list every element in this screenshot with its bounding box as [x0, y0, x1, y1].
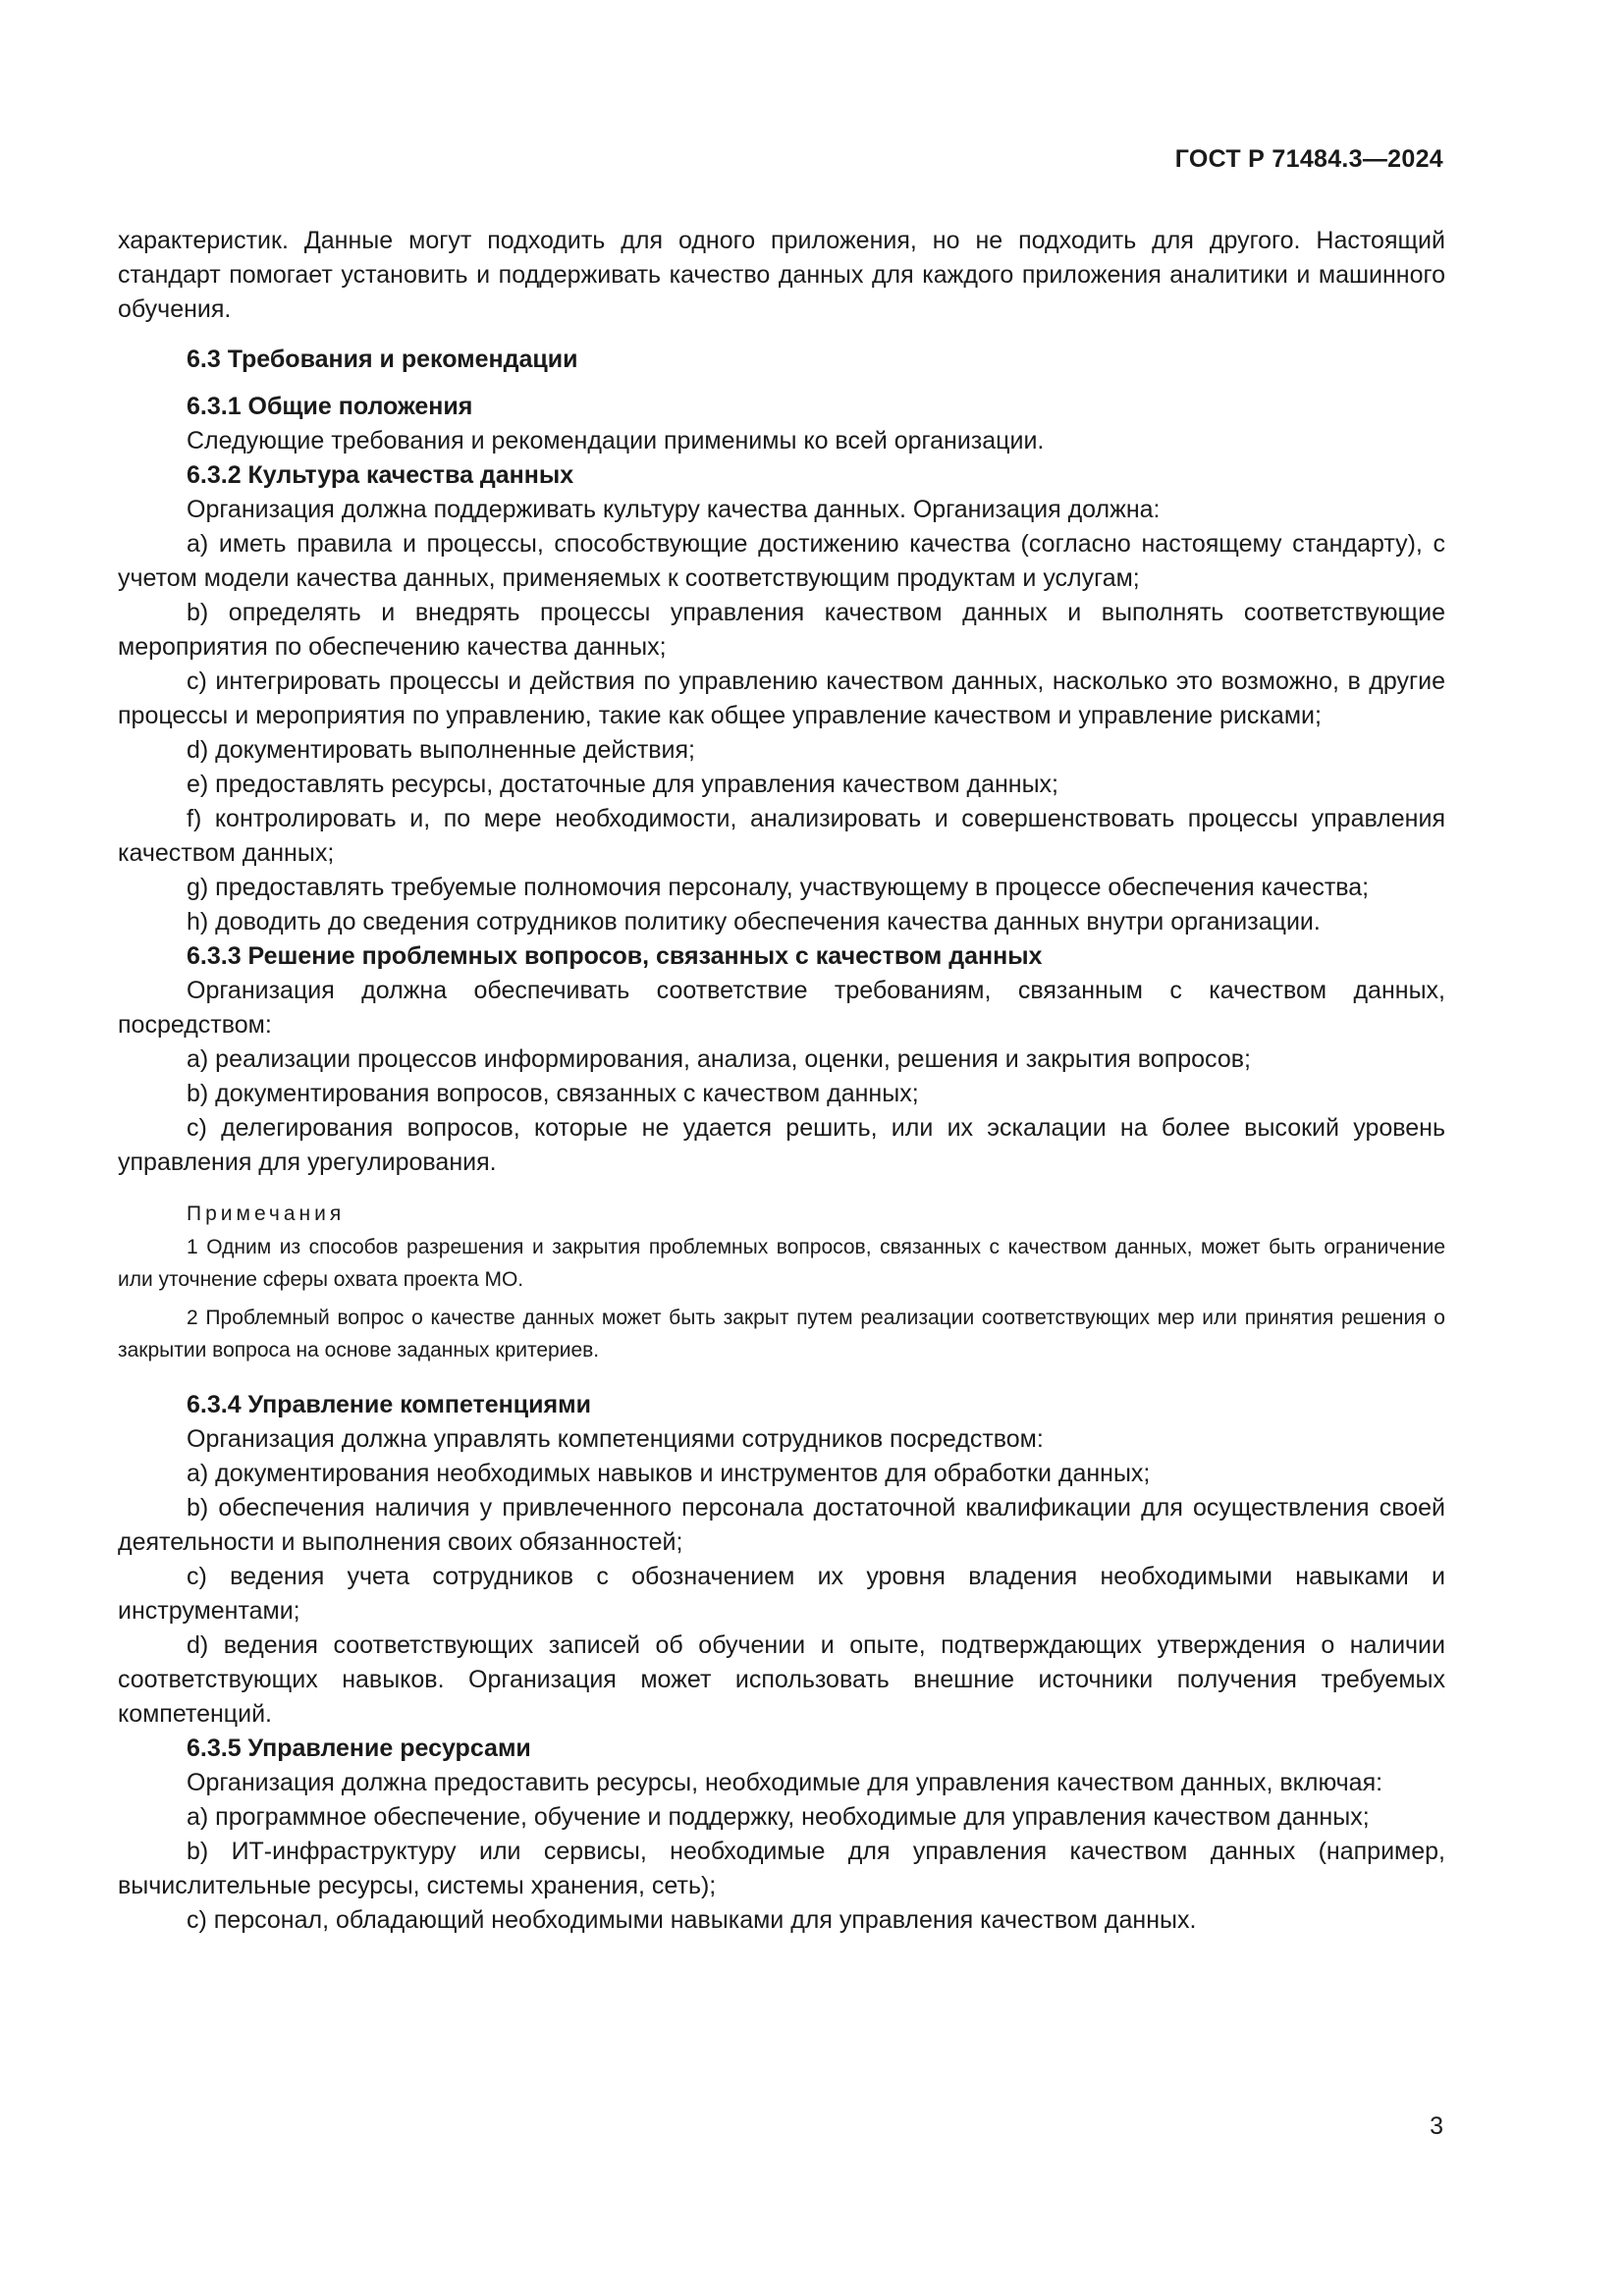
note-item: 2 Проблемный вопрос о качестве данных может быть закрыт путем реализации соответствующих мер или принятия решения о закрытии вопроса на основе заданных критериев.: [118, 1307, 1445, 1362]
section-6-3-4-lead: Организация должна управлять компетенциями сотрудников посредством:: [187, 1425, 1044, 1453]
notes-block: [118, 1198, 1445, 1366]
document-id-header: ГОСТ Р 71484.3—2024: [1174, 145, 1443, 173]
note-item: 1 Одним из способов разрешения и закрытия проблемных вопросов, связанных с качеством данных, может быть ограничение или уточнение сферы охвата проекта МО.: [118, 1236, 1445, 1291]
list-item: b) ИТ-инфраструктуру или сервисы, необходимые для управления качеством данных (например, вычислительные ресурсы, системы хранения, сеть);: [118, 1838, 1445, 1899]
list-item: c) интегрировать процессы и действия по управлению качеством данных, насколько это возможно, в другие процессы и мероприятия по управлению, такие как общее управление качеством и управление рисками;: [118, 667, 1445, 729]
section-6-3-1-heading: 6.3.1 Общие положения: [187, 393, 473, 420]
intro-paragraph: характеристик. Данные могут подходить для одного приложения, но не подходить для другого. Настоящий стандарт помогает установить и поддерживать качество данных для каждого приложения аналитики и машинного обучения.: [118, 227, 1445, 323]
list-item: c) ведения учета сотрудников с обозначением их уровня владения необходимыми навыками и инструментами;: [118, 1563, 1445, 1625]
list-item: a) реализации процессов информирования, анализа, оценки, решения и закрытия вопросов;: [187, 1045, 1251, 1073]
list-item: c) делегирования вопросов, которые не удается решить, или их эскалации на более высокий уровень управления для урегулирования.: [118, 1114, 1445, 1176]
list-item: a) программное обеспечение, обучение и поддержку, необходимые для управления качеством данных;: [187, 1803, 1370, 1831]
section-6-3-4-heading: 6.3.4 Управление компетенциями: [187, 1391, 591, 1418]
section-6-3-3-heading: 6.3.3 Решение проблемных вопросов, связанных с качеством данных: [187, 942, 1043, 970]
list-item: c) персонал, обладающий необходимыми навыками для управления качеством данных.: [187, 1906, 1197, 1934]
section-6-3-3-lead: Организация должна обеспечивать соответствие требованиям, связанным с качеством данных, посредством:: [118, 977, 1445, 1039]
section-6-3-2-heading: 6.3.2 Культура качества данных: [187, 461, 574, 489]
list-item: b) обеспечения наличия у привлеченного персонала достаточной квалификации для осуществления своей деятельности и выполнения своих обязанностей;: [118, 1494, 1445, 1556]
section-6-3-5-heading: 6.3.5 Управление ресурсами: [187, 1735, 531, 1762]
list-item: g) предоставлять требуемые полномочия персоналу, участвующему в процессе обеспечения качества;: [187, 874, 1370, 901]
list-item: f) контролировать и, по мере необходимости, анализировать и совершенствовать процессы управления качеством данных;: [118, 805, 1445, 867]
section-6-3-2-lead: Организация должна поддерживать культуру качества данных. Организация должна:: [187, 496, 1161, 523]
list-item: a) иметь правила и процессы, способствующие достижению качества (согласно настоящему стандарту), с учетом модели качества данных, применяемых к соответствующим продуктам и услугам;: [118, 530, 1445, 592]
list-item: b) документирования вопросов, связанных с качеством данных;: [187, 1080, 919, 1107]
section-6-3-heading: 6.3 Требования и рекомендации: [187, 346, 578, 373]
notes-title: Примечания: [187, 1202, 346, 1225]
list-item: d) документировать выполненные действия;: [187, 736, 696, 764]
list-item: d) ведения соответствующих записей об обучении и опыте, подтверждающих утверждения о наличии соответствующих навыков. Организация может использовать внешние источники получения требуемых компетенций.: [118, 1631, 1445, 1728]
list-item: b) определять и внедрять процессы управления качеством данных и выполнять соответствующие мероприятия по обеспечению качества данных;: [118, 599, 1445, 661]
list-item: e) предоставлять ресурсы, достаточные для управления качеством данных;: [187, 771, 1059, 798]
page-number: 3: [1430, 2112, 1443, 2140]
list-item: h) доводить до сведения сотрудников политику обеспечения качества данных внутри организации.: [187, 908, 1321, 935]
page-content: [118, 224, 1445, 1938]
list-item: a) документирования необходимых навыков и инструментов для обработки данных;: [187, 1460, 1151, 1487]
section-6-3-5-lead: Организация должна предоставить ресурсы, необходимые для управления качеством данных, включая:: [187, 1769, 1383, 1796]
section-6-3-1-text: Следующие требования и рекомендации применимы ко всей организации.: [187, 427, 1045, 454]
